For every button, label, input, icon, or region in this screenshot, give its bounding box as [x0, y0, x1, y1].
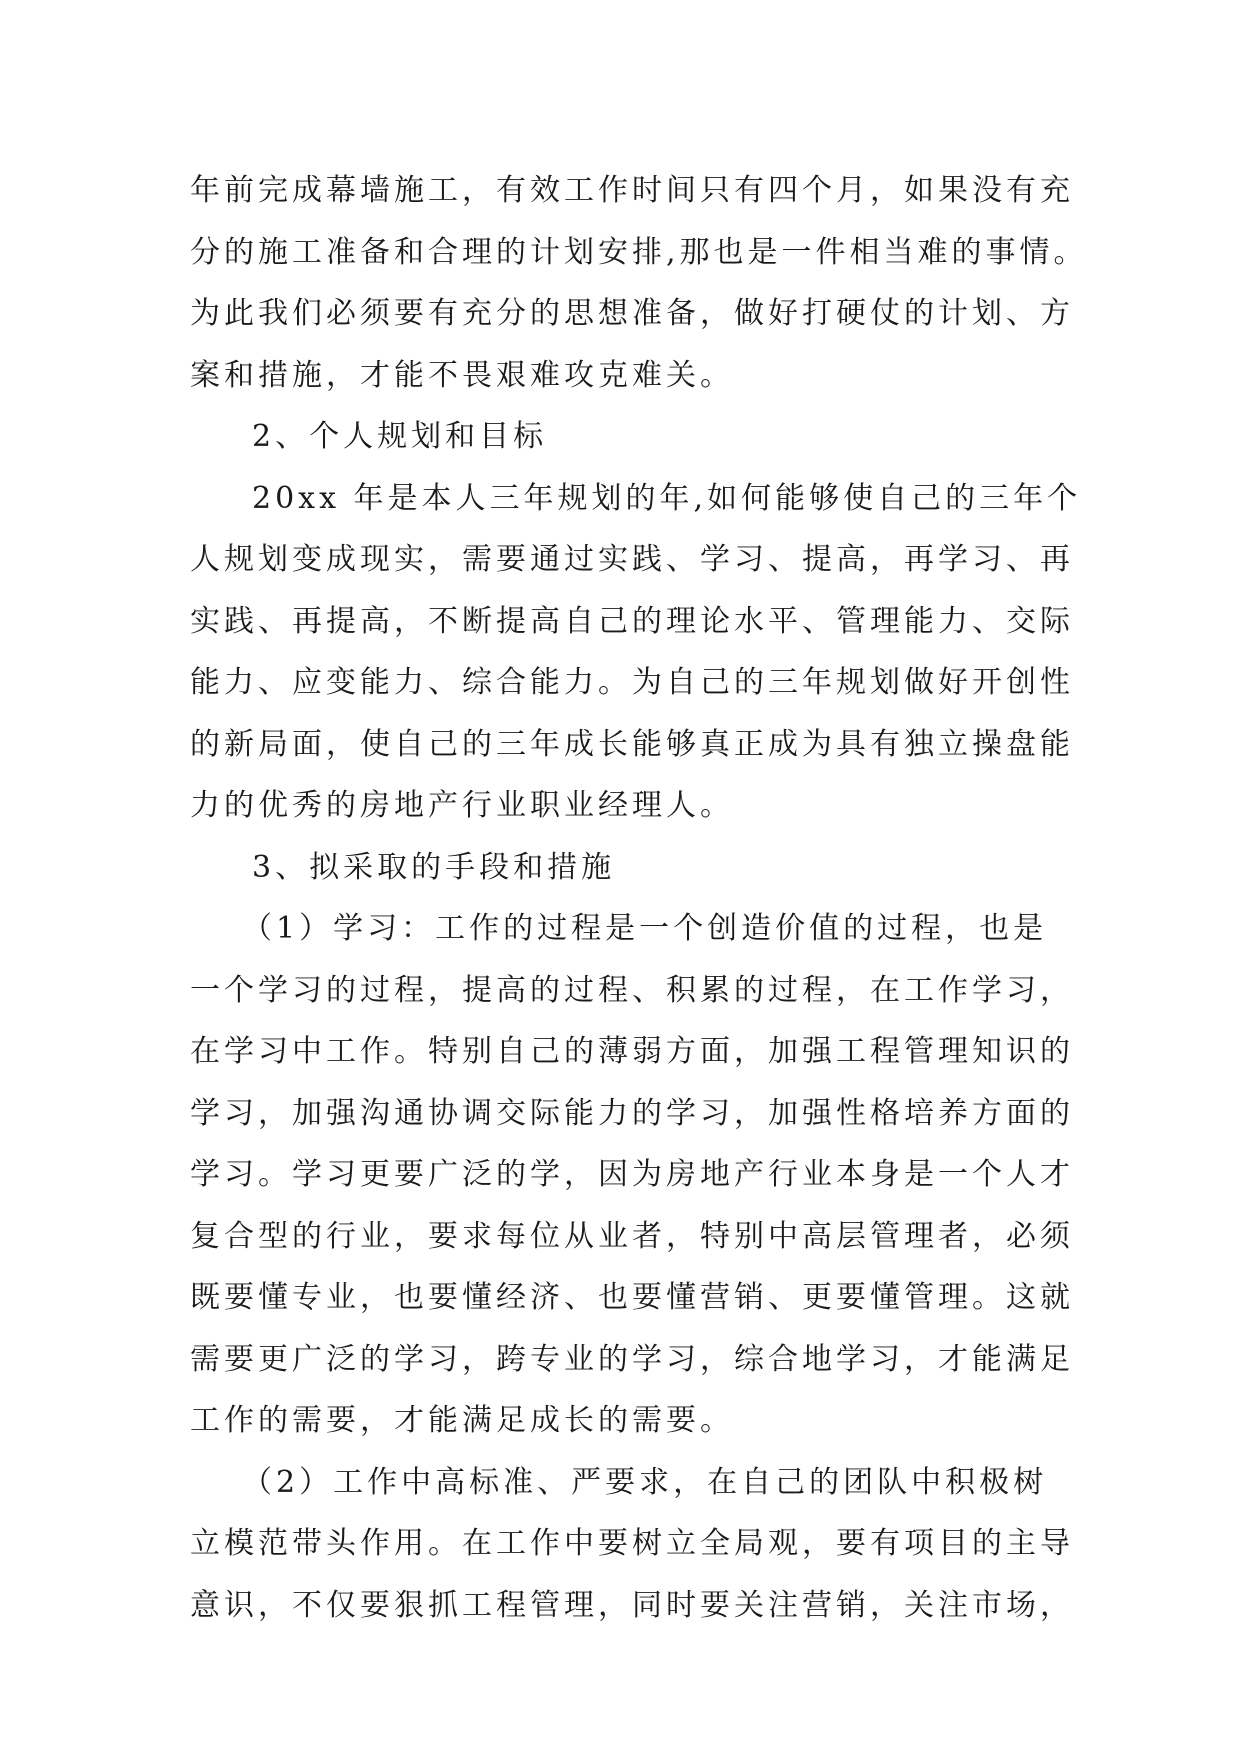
text-line: 工作的需要，才能满足成长的需要。: [190, 1403, 734, 1438]
text-line: 人规划变成现实，需要通过实践、学习、提高，再学习、再: [190, 542, 1074, 577]
text-line: 分的施工准备和合理的计划安排,那也是一件相当难的事情。: [190, 234, 1088, 270]
text-line: 实践、再提高，不断提高自己的理论水平、管理能力、交际: [190, 603, 1074, 639]
text-line: 能力、应变能力、综合能力。为自己的三年规划做好开创性: [190, 665, 1074, 700]
document-body: [190, 160, 1090, 1636]
text-line: 复合型的行业，要求每位从业者，特别中高层管理者，必须: [190, 1218, 1074, 1254]
text-line: 学习。学习更要广泛的学，因为房地产行业本身是一个人才: [190, 1157, 1074, 1192]
text-line: 案和措施，才能不畏艰难攻克难关。: [190, 357, 734, 393]
text-line: 力的优秀的房地产行业职业经理人。: [190, 788, 734, 823]
section-heading-2: 2、个人规划和目标: [252, 419, 548, 454]
text-line: 意识，不仅要狠抓工程管理，同时要关注营销，关注市场，: [190, 1587, 1074, 1623]
text-line: 学习，加强沟通协调交际能力的学习，加强性格培养方面的: [190, 1095, 1074, 1131]
section-heading-3: 3、拟采取的手段和措施: [252, 849, 616, 885]
text-line: 20xx 年是本人三年规划的年,如何能够使自己的三年个: [252, 480, 1082, 516]
text-line: 既要懂专业，也要懂经济、也要懂营销、更要懂管理。这就: [190, 1280, 1074, 1315]
text-line: 需要更广泛的学习，跨专业的学习，综合地学习，才能满足: [190, 1341, 1074, 1377]
text-line: 的新局面，使自己的三年成长能够真正成为具有独立操盘能: [190, 726, 1074, 762]
text-line: 立模范带头作用。在工作中要树立全局观，要有项目的主导: [190, 1526, 1074, 1561]
text-line: （1）学习：工作的过程是一个创造价值的过程，也是: [242, 911, 1048, 946]
text-line: （2）工作中高标准、严要求，在自己的团队中积极树: [242, 1464, 1048, 1500]
text-line: 为此我们必须要有充分的思想准备，做好打硬仗的计划、方: [190, 296, 1074, 331]
text-line: 一个学习的过程，提高的过程、积累的过程，在工作学习，: [190, 972, 1074, 1008]
text-line: 在学习中工作。特别自己的薄弱方面，加强工程管理知识的: [190, 1034, 1074, 1069]
text-line: 年前完成幕墙施工，有效工作时间只有四个月，如果没有充: [190, 173, 1074, 208]
